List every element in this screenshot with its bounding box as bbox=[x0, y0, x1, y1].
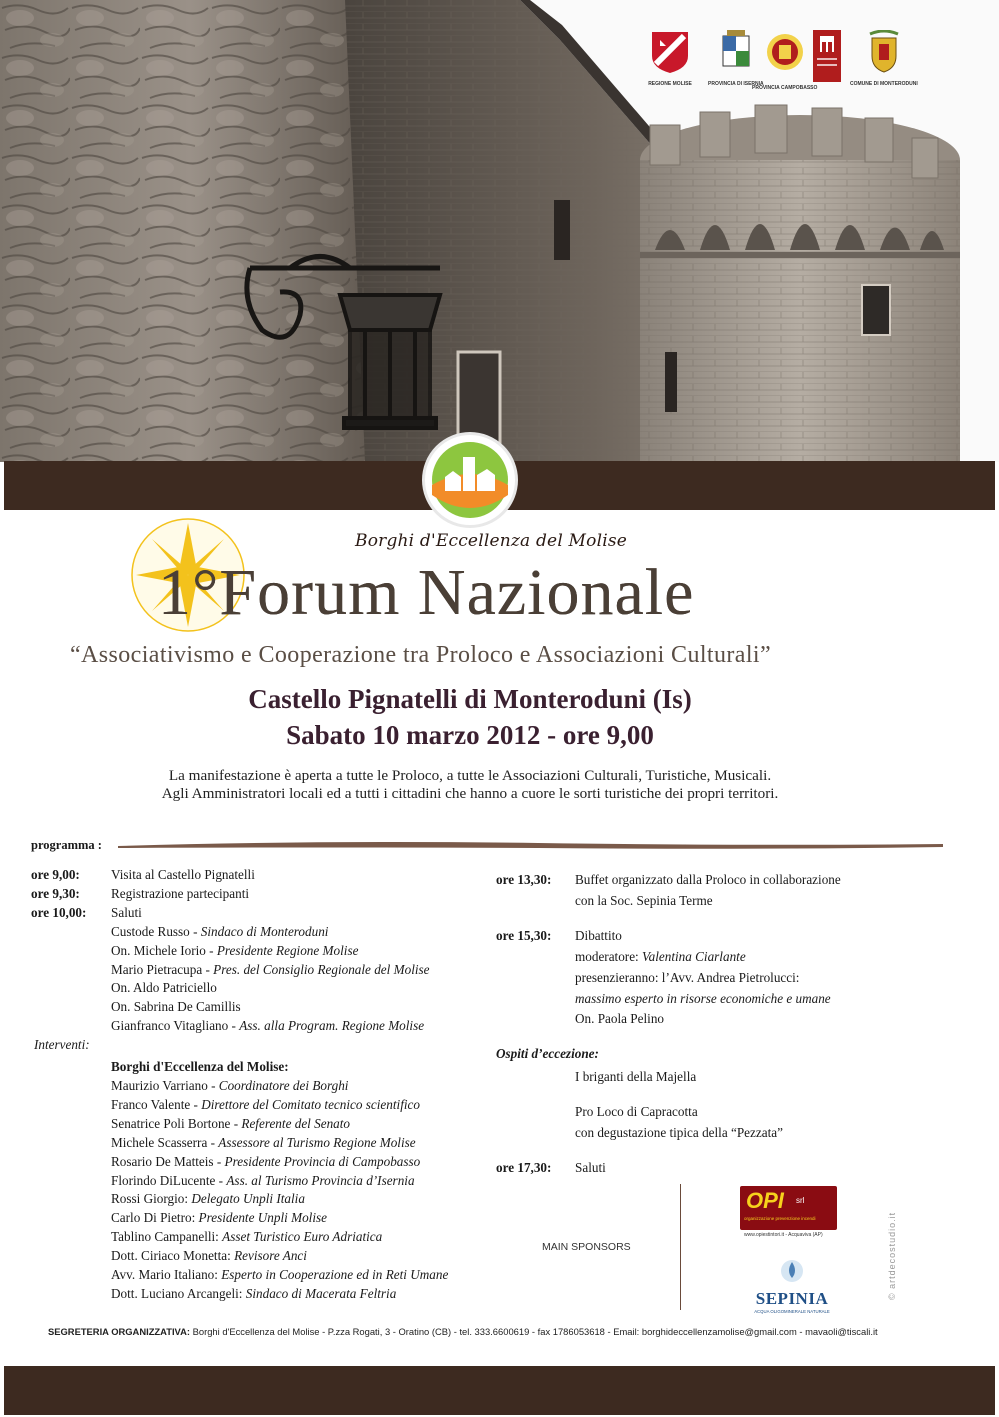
opi-srl: srl bbox=[796, 1196, 805, 1205]
water-drop-icon bbox=[750, 1258, 834, 1284]
speaker-role: Sindaco di Macerata Feltria bbox=[245, 1285, 397, 1301]
speaker-name: Rosario De Matteis - bbox=[111, 1153, 222, 1169]
intro-line: Agli Amministratori locali ed a tutti i cittadini che hanno a cuore le sorti turistiche dei propri territori. bbox=[161, 785, 779, 802]
speaker-name: Rossi Giorgio: bbox=[111, 1191, 189, 1207]
logo-label: PROVINCIA CAMPOBASSO bbox=[752, 85, 818, 91]
speaker-name: Tablino Campanelli: bbox=[111, 1229, 219, 1245]
rete-borghi-logo bbox=[813, 30, 841, 87]
speaker-role: Ass. alla Program. Regione Molise bbox=[239, 1018, 425, 1034]
program-entry bbox=[496, 1159, 916, 1178]
presenzieranno-line: presenzieranno: l’Avv. Andrea Pietrolucci: bbox=[575, 969, 800, 985]
sepinia-sub: ACQUA OLIGOMINERALE NATURALE bbox=[754, 1309, 830, 1314]
entry-time: ore 17,30: bbox=[496, 1159, 552, 1175]
speaker-name: Franco Valente - bbox=[111, 1096, 198, 1112]
sepinia-sponsor-logo bbox=[750, 1258, 834, 1314]
village-icon bbox=[425, 435, 515, 525]
speaker-name: Mario Pietracupa - bbox=[111, 961, 210, 977]
opi-name: OPI bbox=[746, 1188, 784, 1213]
speaker-role: Presidente Unpli Molise bbox=[198, 1210, 327, 1226]
ospite-detail: con degustazione tipica della “Pezzata” bbox=[575, 1125, 783, 1141]
programma-label: programma : bbox=[31, 838, 102, 852]
crest-icon bbox=[721, 30, 751, 74]
entry-activity: Visita al Castello Pignatelli bbox=[111, 867, 255, 882]
speaker-name: Senatrice Poli Bortone - bbox=[111, 1115, 239, 1131]
program-entry bbox=[496, 871, 916, 890]
footer-text: Borghi d'Eccellenza del Molise - P.zza Rogati, 3 - Oratino (CB) - tel. 333.6600619 - fax 1786053618 - Email: borghideccellenzamolise@gmail.com - mavaoli@tiscali.it bbox=[190, 1326, 878, 1337]
entry-time: ore 15,30: bbox=[496, 927, 552, 943]
program-right-column bbox=[496, 871, 916, 1178]
entry-activity: Registrazione partecipanti bbox=[111, 885, 250, 901]
speaker-name: Michele Scasserra - bbox=[111, 1134, 215, 1150]
speaker-name: Carlo Di Pietro: bbox=[111, 1210, 196, 1226]
speaker-role: Referente del Senato bbox=[241, 1115, 351, 1131]
speaker-name: Florindo DiLucente - bbox=[111, 1172, 224, 1188]
borghi-heading: Borghi d'Eccellenza del Molise: bbox=[111, 1059, 289, 1075]
logo-label: COMUNE DI MONTERODUNI bbox=[850, 81, 918, 87]
sepinia-name: SEPINIA bbox=[755, 1289, 829, 1308]
borghi-logo-badge bbox=[422, 432, 518, 528]
speaker-line bbox=[31, 1209, 471, 1228]
entry-activity: Saluti bbox=[111, 904, 142, 920]
saluti-list bbox=[31, 923, 471, 1036]
comune-monteroduni-logo bbox=[850, 30, 918, 87]
speaker-role: Pres. del Consiglio Regionale del Molise bbox=[213, 961, 430, 977]
entry-activity: Dibattito bbox=[575, 927, 622, 943]
program-entry bbox=[31, 904, 471, 923]
entry-time: ore 13,30: bbox=[496, 872, 552, 887]
speaker-line bbox=[31, 1017, 471, 1036]
entry-activity: Saluti bbox=[575, 1159, 606, 1175]
speaker-role: Direttore del Comitato tecnico scientifico bbox=[201, 1096, 420, 1112]
entry-time: ore 10,00: bbox=[31, 904, 87, 920]
speaker-line bbox=[31, 923, 471, 942]
speaker-line bbox=[31, 1134, 471, 1153]
speaker-line bbox=[31, 1266, 471, 1285]
logo-label: PROVINCIA DI ISERNIA bbox=[708, 81, 764, 87]
moderator-label: moderatore: bbox=[575, 948, 639, 964]
speaker-name: Maurizio Varriano - bbox=[111, 1077, 216, 1093]
speaker-role: Delegato Unpli Italia bbox=[191, 1191, 305, 1207]
speaker-line bbox=[31, 979, 471, 998]
crest-icon bbox=[854, 30, 914, 74]
event-date: Sabato 10 marzo 2012 - ore 9,00 bbox=[286, 720, 654, 750]
speaker-role: Revisore Anci bbox=[234, 1248, 307, 1264]
speaker-role: Presidente Regione Molise bbox=[216, 942, 359, 958]
speaker-line bbox=[31, 998, 471, 1017]
speaker-line bbox=[31, 1247, 471, 1266]
main-sponsors-label: MAIN SPONSORS bbox=[542, 1241, 631, 1253]
ospite: Pro Loco di Capracotta bbox=[575, 1104, 698, 1120]
intro-text bbox=[0, 767, 940, 803]
speaker-line bbox=[31, 1190, 471, 1209]
interventi-list bbox=[31, 1077, 471, 1304]
logo-label: REGIONE MOLISE bbox=[648, 81, 692, 87]
ospite: I briganti della Majella bbox=[575, 1069, 697, 1085]
speaker-name: On. Aldo Patriciello bbox=[111, 980, 217, 996]
speaker-line bbox=[31, 1228, 471, 1247]
bottom-band bbox=[4, 1366, 995, 1415]
speaker-line bbox=[31, 1172, 471, 1191]
seal-icon bbox=[765, 30, 805, 78]
program-entry bbox=[31, 866, 471, 885]
forum-theme: “Associativismo e Cooperazione tra Proloco e Associazioni Culturali” bbox=[70, 642, 772, 668]
forum-title: 1°Forum Nazionale bbox=[158, 556, 695, 629]
footer-contact bbox=[48, 1326, 878, 1337]
speaker-name: On. Sabrina De Camillis bbox=[111, 999, 241, 1015]
program-entry bbox=[496, 927, 916, 946]
intro-line: La manifestazione è aperta a tutte le Proloco, a tutte le Associazioni Culturali, Turistiche, Musicali. bbox=[168, 767, 772, 784]
venue: Castello Pignatelli di Monteroduni (Is) bbox=[248, 684, 692, 714]
moderator-name: Valentina Ciarlante bbox=[638, 948, 746, 964]
speaker-role: Assessore al Turismo Regione Molise bbox=[218, 1134, 416, 1150]
speaker-line bbox=[31, 1115, 471, 1134]
speaker-name: Dott. Luciano Arcangeli: bbox=[111, 1285, 243, 1301]
speaker-name: Avv. Mario Italiano: bbox=[111, 1267, 218, 1283]
presenzieranno-role: massimo esperto in risorse economiche e umane bbox=[575, 990, 831, 1006]
sponsor-divider bbox=[680, 1184, 681, 1310]
speaker-name: Gianfranco Vitagliano - bbox=[111, 1018, 236, 1034]
speaker-role: Asset Turistico Euro Adriatica bbox=[222, 1229, 383, 1245]
speaker-line bbox=[31, 1077, 471, 1096]
shield-icon bbox=[648, 30, 692, 74]
speaker-line bbox=[31, 1153, 471, 1172]
ospiti-label: Ospiti d’eccezione: bbox=[496, 1046, 599, 1062]
speaker-name: Custode Russo - bbox=[111, 923, 198, 939]
program-left-column bbox=[31, 866, 471, 1304]
regione-molise-logo bbox=[648, 30, 692, 87]
provincia-campobasso-logo bbox=[752, 30, 817, 91]
entry-time: ore 9,00: bbox=[31, 867, 80, 882]
designer-credit: © artdecostudio.it bbox=[887, 1211, 897, 1300]
opi-tagline: organizzazione prevenzione incendi bbox=[744, 1216, 816, 1221]
speaker-line bbox=[31, 942, 471, 961]
brand-subtitle: Borghi d'Eccellenza del Molise bbox=[355, 531, 628, 551]
speaker-role: Ass. al Turismo Provincia d’Isernia bbox=[226, 1172, 415, 1188]
brush-divider bbox=[118, 838, 948, 852]
opi-web: www.opiestintori.it - Acquaviva (AP) bbox=[744, 1232, 823, 1238]
entry-time: ore 9,30: bbox=[31, 885, 80, 901]
speaker-role: Sindaco di Monteroduni bbox=[200, 923, 329, 939]
speaker-line bbox=[31, 1096, 471, 1115]
entry-activity: Buffet organizzato dalla Proloco in collaborazione bbox=[575, 872, 841, 887]
speaker-line bbox=[31, 961, 471, 980]
footer-label: SEGRETERIA ORGANIZZATIVA: bbox=[48, 1326, 191, 1337]
tower-icon bbox=[813, 30, 841, 82]
moderator-line bbox=[496, 948, 916, 967]
interventi-label: Interventi: bbox=[34, 1037, 90, 1053]
speaker-name: On. Michele Iorio - bbox=[111, 942, 214, 958]
speaker-role: Presidente Provincia di Campobasso bbox=[224, 1153, 421, 1169]
pelino-line: On. Paola Pelino bbox=[575, 1011, 665, 1027]
speaker-role: Coordinatore dei Borghi bbox=[218, 1077, 349, 1093]
opi-sponsor-logo bbox=[740, 1186, 837, 1238]
speaker-line bbox=[31, 1285, 471, 1304]
speaker-role: Esperto in Cooperazione ed in Reti Umane bbox=[221, 1267, 449, 1283]
entry-activity-cont: con la Soc. Sepinia Terme bbox=[575, 892, 713, 908]
speaker-name: Dott. Ciriaco Monetta: bbox=[111, 1248, 231, 1264]
program-entry bbox=[31, 885, 471, 904]
